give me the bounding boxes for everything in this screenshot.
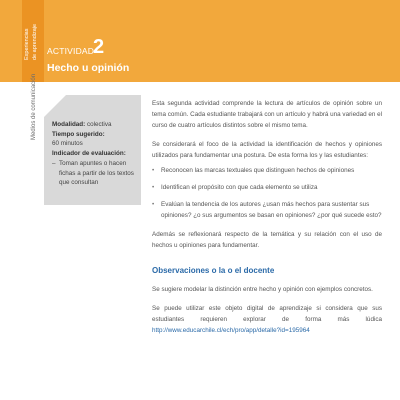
- list-item: [152, 199, 382, 221]
- activity-info-box: [44, 95, 141, 205]
- main-content: [152, 98, 382, 336]
- observations-text: Se puede utilizar este objeto digital de aprendizaje si considera que sus estudiantes requieren explorar de forma más lúdica: [152, 305, 382, 323]
- activity-label: ACTIVIDAD: [47, 46, 95, 56]
- modalidad-label: Modalidad:: [52, 121, 86, 128]
- activity-number: 2: [93, 36, 105, 58]
- list-item-text: Reconocen las marcas textuales que distinguen hechos de opiniones: [161, 167, 355, 174]
- modalidad-value: colectiva: [86, 121, 112, 128]
- educarchile-link[interactable]: http://www.educarchile.cl/ech/pro/app/detalle?id=195964: [152, 327, 310, 334]
- tiempo-value: 60 minutos: [52, 140, 83, 147]
- indicador-item: – Toman apuntes o hacen fichas a partir de los textos que consultan: [52, 159, 138, 188]
- side-label-medios: Medios de comunicación: [31, 73, 37, 140]
- list-item-text: Identifican el propósito con que cada elemento se utiliza: [161, 184, 318, 191]
- tiempo-label: Tiempo sugerido:: [52, 130, 105, 138]
- info-box-notch: [44, 95, 66, 117]
- bullet-icon: •: [152, 184, 155, 191]
- indicador-list: [52, 159, 138, 188]
- list-item: [152, 182, 382, 193]
- objectives-list: [152, 165, 382, 221]
- page-title: Hecho u opinión: [47, 62, 130, 74]
- list-item-text: Evalúan la tendencia de los autores ¿usan más hechos para sustentar sus opiniones? ¿o sus argumentos se basan en opiniones? ¿por qué sucede esto?: [161, 201, 382, 219]
- list-item: [152, 165, 382, 176]
- side-label-experiencias: Experiencias: [24, 28, 30, 60]
- reflection-paragraph: Además se reflexionará respecto de la temática y su relación con el uso de hechos u opiniones para fundamentar.: [152, 231, 382, 249]
- intro-paragraph: Esta segunda actividad comprende la lectura de artículos de opinión sobre un tema común. Cada estudiante trabajará con un artículo y habrá una variedad en el curso de cuatro artículos distintos sobre el mismo tema.: [152, 100, 382, 129]
- indicador-label: Indicador de evaluación:: [52, 149, 126, 157]
- side-label-aprendizaje: de aprendizaje: [32, 23, 38, 60]
- observations-paragraph-2: [152, 303, 382, 336]
- modalidad-line: [52, 120, 138, 130]
- bullet-icon: •: [152, 167, 155, 174]
- info-box-content: [52, 120, 138, 188]
- observations-heading: Observaciones o la o el docente: [152, 266, 275, 275]
- bullet-icon: •: [152, 201, 155, 208]
- focus-paragraph: Se considerará el foco de la actividad la identificación de hechos y opiniones utilizados para fundamentar una postura. De esta forma los y las estudiantes:: [152, 141, 382, 159]
- observations-paragraph-1: Se sugiere modelar la distinción entre hecho y opinión con ejemplos concretos.: [152, 286, 373, 293]
